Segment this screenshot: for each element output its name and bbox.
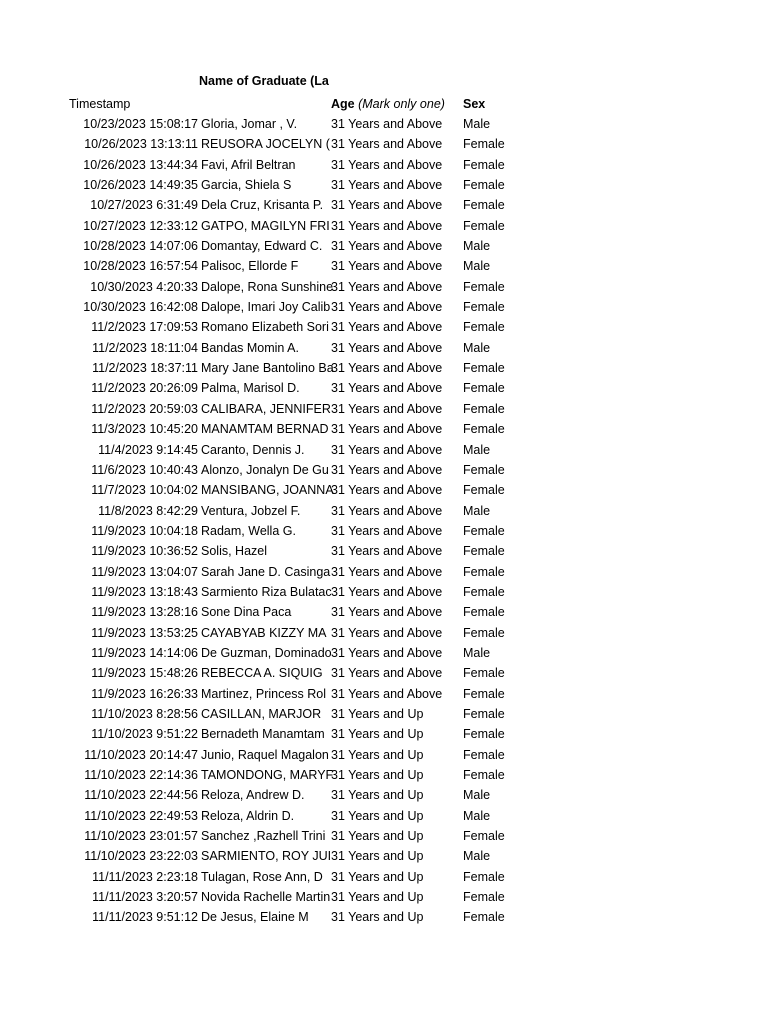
name-column-header-text: Name of Graduate (La bbox=[199, 74, 329, 88]
sex-cell: Female bbox=[463, 910, 505, 925]
name-cell: Palisoc, Ellorde F bbox=[201, 259, 299, 274]
name-cell: GATPO, MAGILYN FRI bbox=[201, 218, 330, 233]
timestamp-cell: 10/27/2023 12:33:12 bbox=[83, 218, 198, 233]
table-row bbox=[0, 846, 768, 866]
age-cell: 31 Years and Above bbox=[331, 442, 443, 457]
age-cell: 31 Years and Above bbox=[331, 544, 443, 559]
name-cell: CASILLAN, MARJOR bbox=[201, 706, 322, 721]
age-cell: 31 Years and Above bbox=[331, 178, 443, 193]
name-cell: Tulagan, Rose Ann, D bbox=[201, 869, 323, 884]
table-row bbox=[0, 684, 768, 704]
age-header-label: Age bbox=[331, 97, 359, 111]
timestamp-cell: 10/26/2023 14:49:35 bbox=[83, 178, 198, 193]
name-cell: Favi, Afril Beltran bbox=[201, 157, 296, 172]
sex-cell: Female bbox=[463, 300, 505, 315]
name-cell: CALIBARA, JENNIFER bbox=[201, 401, 331, 416]
sex-cell: Female bbox=[463, 666, 505, 681]
age-cell: 31 Years and Above bbox=[331, 666, 443, 681]
timestamp-cell: 10/30/2023 4:20:33 bbox=[90, 279, 198, 294]
timestamp-cell: 11/7/2023 10:04:02 bbox=[91, 483, 198, 498]
name-cell: Sanchez ,Razhell Trini bbox=[201, 829, 326, 844]
table-row bbox=[0, 643, 768, 663]
sex-cell: Female bbox=[463, 544, 505, 559]
table-row bbox=[0, 826, 768, 846]
age-cell: 31 Years and Up bbox=[331, 747, 424, 762]
age-cell: 31 Years and Above bbox=[331, 462, 443, 477]
age-cell: 31 Years and Above bbox=[331, 340, 443, 355]
age-cell: 31 Years and Up bbox=[331, 829, 424, 844]
age-cell: 31 Years and Up bbox=[331, 706, 424, 721]
age-cell: 31 Years and Above bbox=[331, 422, 443, 437]
name-cell: Novida Rachelle Martin bbox=[201, 890, 331, 905]
name-cell: REBECCA A. SIQUIG bbox=[201, 666, 323, 681]
table-row bbox=[0, 541, 768, 561]
sex-cell: Male bbox=[463, 340, 491, 355]
age-cell: 31 Years and Up bbox=[331, 788, 424, 803]
age-header-hint: (Mark only one) bbox=[358, 97, 445, 111]
table-row bbox=[0, 704, 768, 724]
name-cell: TAMONDONG, MARYF bbox=[201, 768, 334, 782]
table-row bbox=[0, 216, 768, 236]
name-cell: Dalope, Imari Joy Calib bbox=[201, 300, 331, 315]
name-cell: Domantay, Edward C. bbox=[201, 239, 323, 254]
age-cell: 31 Years and Up bbox=[331, 890, 424, 905]
name-cell: MANAMTAM BERNAD bbox=[201, 422, 329, 437]
sex-cell: Female bbox=[463, 869, 505, 884]
timestamp-cell: 10/28/2023 14:07:06 bbox=[83, 239, 198, 254]
sex-cell: Female bbox=[463, 361, 505, 376]
table-row bbox=[0, 297, 768, 317]
age-cell: 31 Years and Above bbox=[331, 625, 443, 640]
sex-cell: Female bbox=[463, 218, 505, 233]
age-cell: 31 Years and Up bbox=[331, 849, 424, 864]
age-cell: 31 Years and Above bbox=[331, 239, 443, 254]
timestamp-cell: 11/10/2023 22:14:36 bbox=[84, 768, 198, 782]
sex-cell: Female bbox=[463, 137, 505, 152]
timestamp-cell: 11/9/2023 16:26:33 bbox=[91, 686, 198, 701]
table-row bbox=[0, 602, 768, 622]
sex-cell: Female bbox=[463, 381, 505, 396]
name-cell: Bandas Momin A. bbox=[201, 340, 299, 355]
timestamp-cell: 10/26/2023 13:44:34 bbox=[83, 157, 198, 172]
timestamp-cell: 11/9/2023 13:53:25 bbox=[91, 625, 198, 640]
name-cell: Sarah Jane D. Casinga bbox=[201, 564, 331, 579]
age-cell: 31 Years and Above bbox=[331, 198, 443, 213]
table-row bbox=[0, 745, 768, 765]
age-cell: 31 Years and Above bbox=[331, 218, 443, 233]
timestamp-cell: 11/10/2023 20:14:47 bbox=[84, 747, 198, 762]
timestamp-cell: 11/9/2023 15:48:26 bbox=[91, 666, 198, 681]
table-row bbox=[0, 378, 768, 398]
sex-column-header: Sex bbox=[463, 97, 486, 111]
table-row bbox=[0, 155, 768, 175]
sex-cell: Female bbox=[463, 523, 505, 538]
name-cell: Garcia, Shiela S bbox=[201, 178, 292, 193]
sex-cell: Female bbox=[463, 625, 505, 640]
table-row bbox=[0, 440, 768, 460]
name-cell: Alonzo, Jonalyn De Gu bbox=[201, 462, 329, 477]
name-cell: Solis, Hazel bbox=[201, 544, 267, 559]
age-cell: 31 Years and Above bbox=[331, 645, 443, 660]
sex-cell: Female bbox=[463, 462, 505, 477]
table-row bbox=[0, 887, 768, 907]
timestamp-cell: 11/9/2023 10:36:52 bbox=[91, 544, 198, 559]
timestamp-cell: 10/30/2023 16:42:08 bbox=[83, 300, 198, 315]
timestamp-cell: 11/3/2023 10:45:20 bbox=[91, 422, 198, 437]
age-cell: 31 Years and Above bbox=[331, 117, 443, 131]
table-row bbox=[0, 765, 768, 785]
timestamp-cell: 11/10/2023 8:28:56 bbox=[91, 706, 198, 721]
age-cell: 31 Years and Above bbox=[331, 686, 443, 701]
timestamp-cell: 11/11/2023 3:20:57 bbox=[92, 890, 198, 905]
sex-cell: Female bbox=[463, 768, 505, 782]
name-cell: Sarmiento Riza Bulatac bbox=[201, 584, 332, 599]
age-cell: 31 Years and Above bbox=[331, 320, 443, 335]
sex-cell: Female bbox=[463, 320, 505, 335]
table-row bbox=[0, 663, 768, 683]
table-row bbox=[0, 724, 768, 744]
name-cell: CAYABYAB KIZZY MA bbox=[201, 625, 327, 640]
table-row bbox=[0, 623, 768, 643]
timestamp-cell: 11/2/2023 18:37:11 bbox=[92, 361, 198, 376]
timestamp-cell: 11/9/2023 13:18:43 bbox=[91, 584, 198, 599]
sex-cell: Female bbox=[463, 605, 505, 620]
table-row bbox=[0, 114, 768, 134]
timestamp-cell: 11/9/2023 10:04:18 bbox=[91, 523, 198, 538]
age-cell: 31 Years and Above bbox=[331, 300, 443, 315]
age-cell: 31 Years and Above bbox=[331, 483, 443, 498]
timestamp-cell: 11/2/2023 20:59:03 bbox=[91, 401, 198, 416]
age-cell: 31 Years and Up bbox=[331, 768, 424, 782]
table-row bbox=[0, 134, 768, 154]
sex-cell: Female bbox=[463, 401, 505, 416]
name-cell: Bernadeth Manamtam bbox=[201, 727, 325, 742]
table-row bbox=[0, 175, 768, 195]
name-cell: Reloza, Aldrin D. bbox=[201, 808, 295, 823]
table-row bbox=[0, 236, 768, 256]
name-cell: De Guzman, Dominado bbox=[201, 645, 332, 660]
timestamp-cell: 10/27/2023 6:31:49 bbox=[90, 198, 198, 213]
timestamp-cell: 11/8/2023 8:42:29 bbox=[98, 503, 198, 518]
sex-cell: Male bbox=[463, 503, 491, 518]
name-cell: MANSIBANG, JOANNA bbox=[201, 483, 334, 498]
name-cell: Caranto, Dennis J. bbox=[201, 442, 305, 457]
timestamp-cell: 10/26/2023 13:13:11 bbox=[84, 137, 198, 152]
sex-cell: Female bbox=[463, 564, 505, 579]
table-row bbox=[0, 338, 768, 358]
name-column-header-clipped bbox=[199, 74, 329, 92]
timestamp-cell: 11/10/2023 23:01:57 bbox=[84, 829, 198, 844]
age-cell: 31 Years and Up bbox=[331, 727, 424, 742]
sex-cell: Female bbox=[463, 279, 505, 294]
sex-cell: Male bbox=[463, 117, 491, 131]
age-cell: 31 Years and Up bbox=[331, 910, 424, 925]
sex-cell: Female bbox=[463, 686, 505, 701]
age-cell: 31 Years and Above bbox=[331, 361, 443, 376]
sex-cell: Female bbox=[463, 727, 505, 742]
sex-cell: Female bbox=[463, 890, 505, 905]
table-row bbox=[0, 501, 768, 521]
sex-cell: Female bbox=[463, 198, 505, 213]
name-cell: Ventura, Jobzel F. bbox=[201, 503, 301, 518]
table-row bbox=[0, 399, 768, 419]
age-column-header bbox=[331, 96, 445, 112]
table-row bbox=[0, 419, 768, 439]
name-cell: Sone Dina Paca bbox=[201, 605, 292, 620]
name-cell: Junio, Raquel Magalon bbox=[201, 747, 329, 762]
name-cell: Radam, Wella G. bbox=[201, 523, 296, 538]
table-row bbox=[0, 785, 768, 805]
age-cell: 31 Years and Above bbox=[331, 259, 443, 274]
sex-cell: Male bbox=[463, 442, 491, 457]
age-cell: 31 Years and Above bbox=[331, 401, 443, 416]
table-row bbox=[0, 277, 768, 297]
sex-cell: Female bbox=[463, 483, 505, 498]
table-row bbox=[0, 582, 768, 602]
name-cell: Dalope, Rona Sunshine bbox=[201, 279, 334, 294]
age-cell: 31 Years and Above bbox=[331, 279, 443, 294]
timestamp-cell: 10/23/2023 15:08:17 bbox=[83, 117, 198, 131]
table-row bbox=[0, 867, 768, 887]
name-cell: Mary Jane Bantolino Ba bbox=[201, 361, 334, 376]
table-row bbox=[0, 480, 768, 500]
sex-cell: Female bbox=[463, 157, 505, 172]
timestamp-cell: 11/10/2023 23:22:03 bbox=[84, 849, 198, 864]
sex-cell: Female bbox=[463, 178, 505, 193]
table-row bbox=[0, 256, 768, 276]
timestamp-cell: 10/28/2023 16:57:54 bbox=[83, 259, 198, 274]
sex-cell: Female bbox=[463, 829, 505, 844]
sex-cell: Female bbox=[463, 747, 505, 762]
sex-cell: Female bbox=[463, 422, 505, 437]
sex-cell: Male bbox=[463, 259, 491, 274]
table-row bbox=[0, 460, 768, 480]
name-cell: Reloza, Andrew D. bbox=[201, 788, 305, 803]
age-cell: 31 Years and Above bbox=[331, 157, 443, 172]
timestamp-cell: 11/6/2023 10:40:43 bbox=[91, 462, 198, 477]
timestamp-cell: 11/10/2023 22:44:56 bbox=[84, 788, 198, 803]
age-cell: 31 Years and Above bbox=[331, 584, 443, 599]
timestamp-cell: 11/2/2023 18:11:04 bbox=[92, 340, 198, 355]
sex-cell: Male bbox=[463, 239, 491, 254]
timestamp-cell: 11/2/2023 20:26:09 bbox=[91, 381, 198, 396]
age-cell: 31 Years and Above bbox=[331, 381, 443, 396]
timestamp-cell: 11/9/2023 13:04:07 bbox=[91, 564, 198, 579]
name-cell: REUSORA JOCELYN ( bbox=[201, 137, 330, 152]
table-row bbox=[0, 195, 768, 215]
timestamp-cell: 11/4/2023 9:14:45 bbox=[98, 442, 198, 457]
sex-cell: Female bbox=[463, 584, 505, 599]
timestamp-cell: 11/2/2023 17:09:53 bbox=[91, 320, 198, 335]
sex-cell: Male bbox=[463, 808, 491, 823]
name-cell: Palma, Marisol D. bbox=[201, 381, 300, 396]
name-cell: De Jesus, Elaine M bbox=[201, 910, 309, 925]
table-row bbox=[0, 562, 768, 582]
timestamp-cell: 11/11/2023 2:23:18 bbox=[92, 869, 198, 884]
table-row bbox=[0, 317, 768, 337]
timestamp-cell: 11/10/2023 22:49:53 bbox=[84, 808, 198, 823]
table-row bbox=[0, 521, 768, 541]
table-row bbox=[0, 907, 768, 927]
timestamp-cell: 11/11/2023 9:51:12 bbox=[92, 910, 198, 925]
table-row bbox=[0, 358, 768, 378]
name-cell: Martinez, Princess Rol bbox=[201, 686, 327, 701]
timestamp-cell: 11/9/2023 14:14:06 bbox=[91, 645, 198, 660]
timestamp-cell: 11/10/2023 9:51:22 bbox=[91, 727, 198, 742]
table-body bbox=[0, 114, 768, 928]
name-cell: Romano Elizabeth Sori bbox=[201, 320, 329, 335]
age-cell: 31 Years and Up bbox=[331, 869, 424, 884]
name-cell: Gloria, Jomar , V. bbox=[201, 117, 298, 131]
sex-cell: Male bbox=[463, 849, 491, 864]
sex-cell: Male bbox=[463, 788, 491, 803]
table-row bbox=[0, 806, 768, 826]
age-cell: 31 Years and Above bbox=[331, 564, 443, 579]
name-cell: Dela Cruz, Krisanta P. bbox=[201, 198, 324, 213]
age-cell: 31 Years and Above bbox=[331, 137, 443, 152]
sex-cell: Male bbox=[463, 645, 491, 660]
sex-cell: Female bbox=[463, 706, 505, 721]
name-cell: SARMIENTO, ROY JUI bbox=[201, 849, 332, 864]
timestamp-column-header: Timestamp bbox=[69, 97, 131, 111]
age-cell: 31 Years and Up bbox=[331, 808, 424, 823]
timestamp-cell: 11/9/2023 13:28:16 bbox=[91, 605, 198, 620]
age-cell: 31 Years and Above bbox=[331, 503, 443, 518]
age-cell: 31 Years and Above bbox=[331, 523, 443, 538]
age-cell: 31 Years and Above bbox=[331, 605, 443, 620]
